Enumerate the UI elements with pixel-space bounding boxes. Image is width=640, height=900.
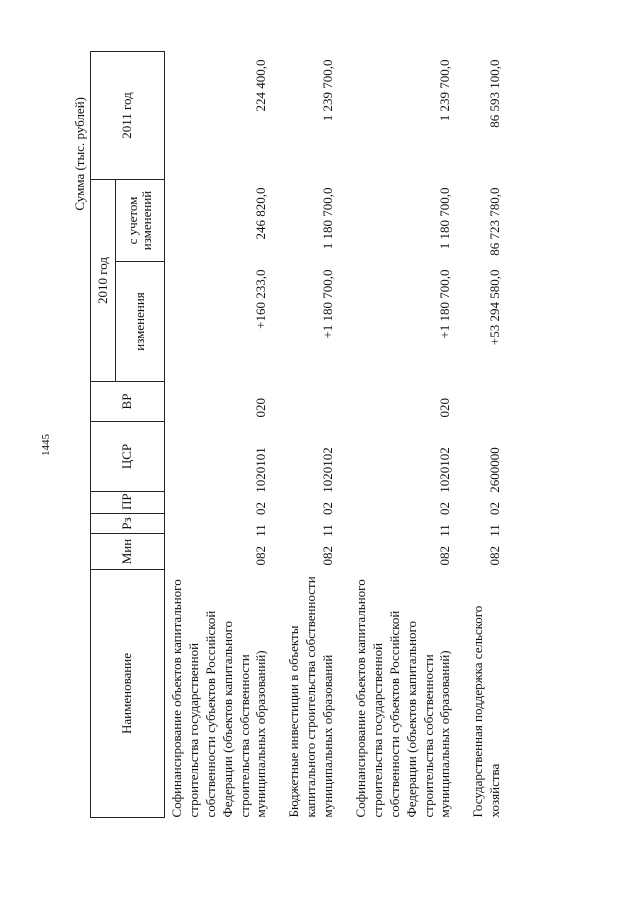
- code-rz: 11: [253, 524, 269, 537]
- header-csr: ЦСР: [91, 422, 165, 492]
- value-changes: +1 180 700,0: [437, 269, 453, 339]
- header-changes: изменения: [116, 262, 165, 382]
- page-number: 1445: [40, 434, 52, 456]
- code-csr: 2600000: [487, 447, 503, 493]
- code-vr: 020: [437, 398, 453, 418]
- row-codes: [349, 422, 466, 570]
- value-2011: 1 239 700,0: [437, 59, 453, 122]
- code-min: 082: [253, 546, 269, 566]
- header-with-changes: с учетом изменений: [116, 180, 165, 262]
- header-year-2011: 2011 год: [91, 52, 165, 180]
- header-year-2010: 2010 год: [91, 180, 116, 382]
- code-pr: 02: [320, 501, 336, 515]
- row-name: Бюджетные инвестиции в объекты капитального строительства собственности муниципальных образований: [286, 576, 336, 818]
- header-pr: ПР: [91, 492, 165, 514]
- row-codes: [282, 422, 349, 570]
- header-min: Мин: [91, 534, 165, 570]
- code-min: 082: [487, 546, 503, 566]
- table-row: [349, 52, 466, 818]
- value-2011: 224 400,0: [253, 59, 269, 112]
- value-with-changes: 246 820,0: [253, 187, 269, 240]
- table-row: [282, 52, 349, 818]
- row-name: Государственная поддержка сельского хозяйства: [470, 605, 503, 818]
- units-label: Сумма (тыс. рублей): [72, 97, 87, 211]
- header-vr: ВР: [91, 382, 165, 422]
- value-changes: +160 233,0: [253, 269, 269, 329]
- code-vr: [466, 382, 516, 422]
- budget-table: [90, 51, 516, 818]
- header-rz: Рз: [91, 514, 165, 534]
- value-changes: +1 180 700,0: [320, 269, 336, 339]
- code-pr: 02: [487, 501, 503, 515]
- code-csr: 1020102: [437, 447, 453, 493]
- code-min: 082: [320, 546, 336, 566]
- header-name: Наименование: [91, 570, 165, 818]
- code-rz: 11: [320, 524, 336, 537]
- row-codes: [466, 422, 516, 570]
- table-row: [165, 52, 283, 818]
- row-name: Софинансирование объектов капитального строительства государственной собственности субъектов Российской Федерации (объектов капитального строительства собственности муниципальных образований): [353, 579, 453, 818]
- value-with-changes: 86 723 780,0: [487, 187, 503, 256]
- value-with-changes: 1 180 700,0: [320, 187, 336, 250]
- code-rz: 11: [437, 524, 453, 537]
- code-vr: [282, 382, 349, 422]
- code-pr: 02: [253, 501, 269, 515]
- value-with-changes: 1 180 700,0: [437, 187, 453, 250]
- code-pr: 02: [437, 501, 453, 515]
- code-min: 082: [437, 546, 453, 566]
- code-rz: 11: [487, 524, 503, 537]
- row-codes: [165, 422, 283, 570]
- code-csr: 1020102: [320, 447, 336, 493]
- code-vr: 020: [253, 398, 269, 418]
- table-row: [466, 52, 516, 818]
- code-csr: 1020101: [253, 447, 269, 493]
- value-2011: 86 593 100,0: [487, 59, 503, 128]
- value-changes: +53 294 580,0: [487, 269, 503, 346]
- value-2011: 1 239 700,0: [320, 59, 336, 122]
- row-name: Софинансирование объектов капитального строительства государственной собственности субъектов Российской Федерации (объектов капитального строительства собственности муниципальных образований): [169, 579, 269, 818]
